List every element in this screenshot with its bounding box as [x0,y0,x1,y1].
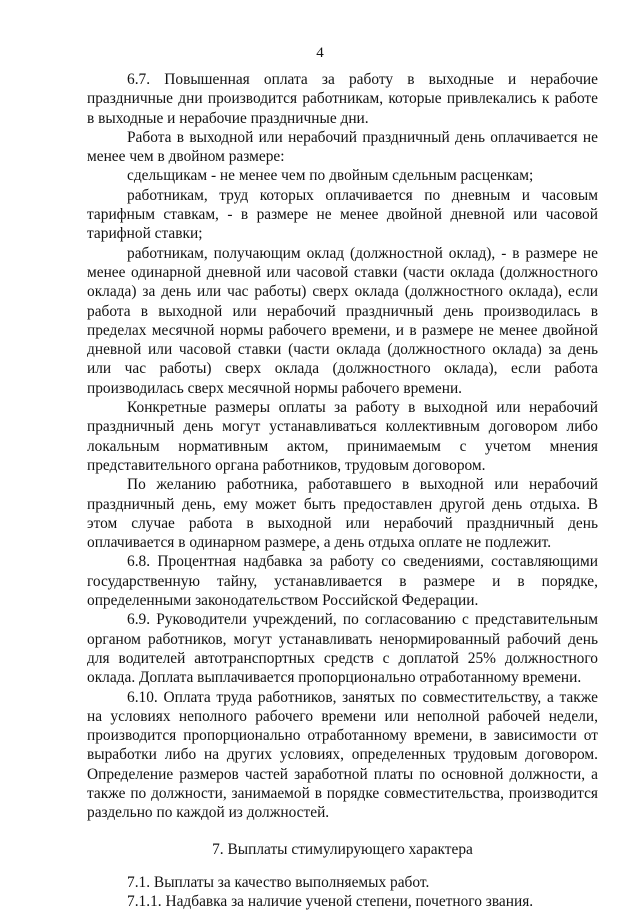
paragraph-specific-amounts: Конкретные размеры оплаты за работу в выходной или нерабочий праздничный день могут устанавливаться коллективным договором либо локальным нормативным актом, принимаемым с учетом мнения представительного органа работников, трудовым договором. [87,399,598,474]
item-7-1: 7.1. Выплаты за качество выполняемых работ. [127,873,430,891]
paragraph-weekend-pay: Работа в выходной или нерабочий праздничный день оплачивается не менее чем в двойном размере: [87,128,598,166]
paragraph-piece-workers: сдельщикам - не менее чем по двойным сдельным расценкам; [127,167,534,185]
document-body [87,70,598,911]
paragraph-tariff-workers: работникам, труд которых оплачивается по дневным и часовым тарифным ставкам, - в размере не менее двойной дневной или часовой тарифной ставки; [87,186,598,243]
paragraph-6-9: 6.9. Руководители учреждений, по согласованию с представительным органом работников, могут устанавливать ненормированный рабочий день для водителей автотранспортных средств с доплатой 25% должностного оклада. Доплата выплачивается пропорционально отработанному времени. [87,611,598,687]
paragraph-6-8: 6.8. Процентная надбавка за работу со сведениями, составляющими государственную тайну, устанавливается в размере и в порядке, определенными законодательством Российской Федерации. [87,553,598,610]
item-7-1-1: 7.1.1. Надбавка за наличие ученой степени, почетного звания. [127,893,534,911]
page-number: 4 [316,45,324,61]
paragraph-day-off: По желанию работника, работавшего в выходной или нерабочий праздничный день, ему может быть предоставлен другой день отдыха. В этом случае работа в выходной или нерабочий праздничный день оплачивается в одинарном размере, а день отдыха оплате не подлежит. [87,476,598,552]
paragraph-6-7: 6.7. Повышенная оплата за работу в выходные и нерабочие праздничные дни производится работникам, которые привлекались к работе в выходные и нерабочие праздничные дни. [87,71,598,127]
paragraph-6-10: 6.10. Оплата труда работников, занятых по совместительству, а также на условиях неполного рабочего времени или неполной рабочей недели, производится пропорционально отработанному времени, в зависимости от выработки либо на других условиях, определенных трудовым договором. Определение размеров частей заработной платы по основной должности, а также по должности, занимаемой в порядке совместительства, производится раздельно по каждой из должностей. [87,688,598,822]
paragraph-salaried-workers: работникам, получающим оклад (должностной оклад), - в размере не менее одинарной дневной или часовой ставки (части оклада (должностного оклада) за день или час работы) сверх оклада (должностного оклада), если работа в выходной или нерабочий праздничный день производилась в пределах месячной нормы рабочего времени, и в размере не менее двойной дневной или часовой ставки (части оклада (должностного оклада) за день или час работы) сверх оклада (должностного оклада), если работа производилась сверх месячной нормы рабочего времени. [87,244,598,397]
section-title: 7. Выплаты стимулирующего характера [212,840,473,858]
